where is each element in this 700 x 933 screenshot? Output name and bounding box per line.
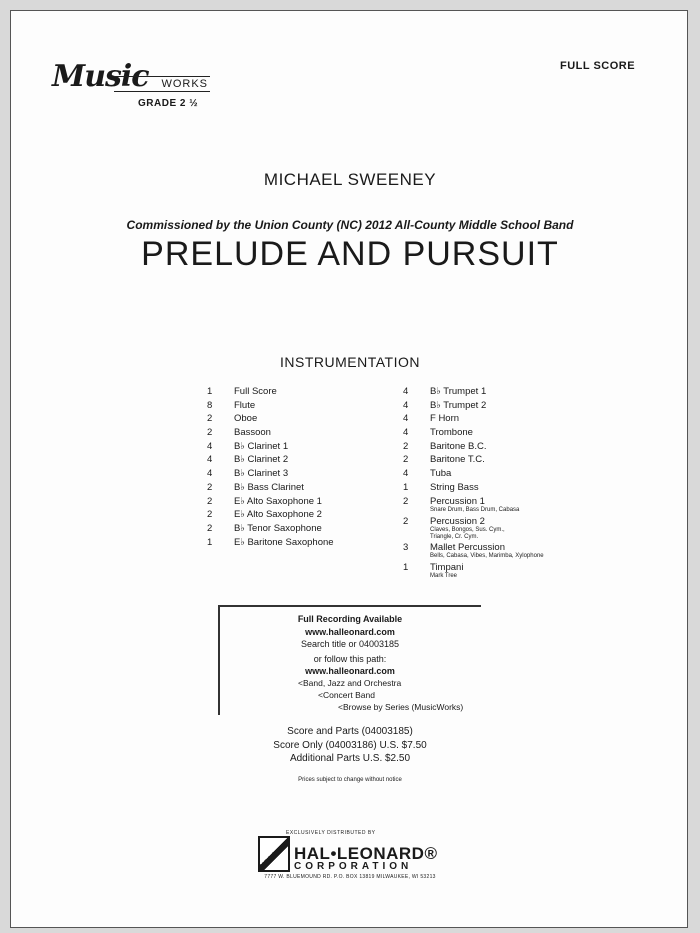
instrument-quantity: 2 (207, 509, 213, 521)
hal-leonard-logo (258, 836, 448, 876)
instrument-quantity: 2 (207, 413, 213, 425)
instrument-quantity: 4 (403, 399, 409, 411)
price-note: Prices subject to change without notice (298, 777, 402, 783)
instrument-quantity: 2 (403, 515, 409, 527)
instrument-name: B♭ Trumpet 2 (430, 399, 487, 411)
instrument-name: String Bass (430, 481, 479, 493)
recording-search: Search title or 04003185 (300, 639, 400, 649)
instrument-quantity: 8 (207, 399, 213, 411)
instrument-name: E♭ Baritone Saxophone (234, 536, 334, 548)
recording-path-3: <Browse by Series (MusicWorks) (338, 702, 464, 712)
instrument-quantity: 2 (207, 522, 213, 534)
instrument-name: Percussion 2 (430, 515, 485, 527)
commission-line: Commissioned by the Union County (NC) 2012 All-County Middle School Band (126, 218, 574, 232)
instrument-quantity: 4 (207, 454, 213, 466)
instrument-quantity: 2 (207, 481, 213, 493)
instrument-name: E♭ Alto Saxophone 1 (234, 495, 322, 507)
hal-leonard-emblem-icon (258, 836, 290, 872)
recording-path-1: <Band, Jazz and Orchestra (298, 678, 402, 688)
recording-or-follow: or follow this path: (313, 654, 387, 664)
recording-heading: Full Recording Available (297, 614, 403, 624)
instrument-name: B♭ Tenor Saxophone (234, 522, 322, 534)
recording-path-2: <Concert Band (318, 690, 375, 700)
recording-url-2[interactable]: www.halleonard.com (305, 666, 395, 676)
instrument-name: Trombone (430, 427, 473, 439)
grade-label: GRADE 2 ½ (138, 98, 199, 109)
price-score-parts: Score and Parts (04003185) (287, 726, 413, 737)
instrument-name: Percussion 1 (430, 495, 485, 507)
instrument-quantity: 1 (207, 386, 213, 397)
instrument-name: Flute (234, 399, 256, 411)
instrument-detail: Snare Drum, Bass Drum, Cabasa (430, 506, 520, 513)
instrument-quantity: 1 (403, 561, 409, 573)
instrument-name: B♭ Trumpet 1 (430, 386, 487, 397)
publisher-name: HAL•LEONARD® (294, 844, 438, 863)
logo-script: Music (52, 59, 149, 94)
score-page (10, 10, 688, 928)
price-score-only: Score Only (04003186) U.S. $7.50 (273, 740, 427, 751)
instrument-detail: Triangle, Cr. Cym. (430, 533, 479, 540)
distributed-by: EXCLUSIVELY DISTRIBUTED BY (286, 830, 376, 836)
publisher-corporation: CORPORATION (294, 861, 413, 872)
instrument-name: Full Score (234, 386, 277, 397)
instrument-quantity: 4 (403, 427, 409, 439)
instrument-quantity: 2 (403, 454, 409, 466)
instrument-quantity: 4 (403, 413, 409, 425)
instrument-name: B♭ Bass Clarinet (234, 481, 304, 493)
instrument-quantity: 2 (207, 427, 213, 439)
instrument-name: Baritone B.C. (430, 440, 487, 452)
composer-name: MICHAEL SWEENEY (263, 170, 437, 189)
instrument-quantity: 4 (403, 468, 409, 480)
piece-title: PRELUDE AND PURSUIT (141, 235, 559, 273)
publisher-address: 7777 W. BLUEMOUND RD. P.O. BOX 13819 MILWAUKEE, WI 53213 (264, 874, 436, 880)
instrument-name: E♭ Alto Saxophone 2 (234, 509, 322, 521)
logo-works: WORKS (114, 76, 210, 92)
instrument-name: Timpani (430, 561, 464, 573)
instrument-quantity: 1 (403, 481, 409, 493)
instrument-quantity: 2 (403, 495, 409, 507)
instrument-quantity: 3 (403, 541, 409, 553)
instrument-quantity: 4 (207, 468, 213, 480)
instrument-name: Bassoon (234, 427, 271, 439)
full-score-label: FULL SCORE (560, 60, 636, 72)
instrument-name: F Horn (430, 413, 460, 425)
instrument-detail: Bells, Cabasa, Vibes, Marimba, Xylophone (430, 552, 544, 559)
recording-url[interactable]: www.halleonard.com (305, 627, 395, 637)
instrument-name: Tuba (430, 468, 452, 480)
instrument-detail: Claves, Bongos, Sus. Cym., (430, 526, 505, 533)
instrument-name: B♭ Clarinet 3 (234, 468, 289, 480)
instrument-quantity: 2 (207, 495, 213, 507)
instrument-name: Baritone T.C. (430, 454, 485, 466)
price-additional-parts: Additional Parts U.S. $2.50 (289, 753, 411, 764)
instrument-quantity: 1 (207, 536, 213, 548)
instrumentation-heading: INSTRUMENTATION (280, 354, 420, 370)
instrument-quantity: 4 (403, 386, 409, 397)
instrument-name: B♭ Clarinet 1 (234, 440, 289, 452)
instrument-quantity: 4 (207, 440, 213, 452)
instrument-name: Mallet Percussion (430, 541, 505, 553)
instrument-quantity: 2 (403, 440, 409, 452)
instrument-name: Oboe (234, 413, 258, 425)
instrument-name: B♭ Clarinet 2 (234, 454, 289, 466)
instrument-detail: Mark Tree (430, 572, 458, 579)
